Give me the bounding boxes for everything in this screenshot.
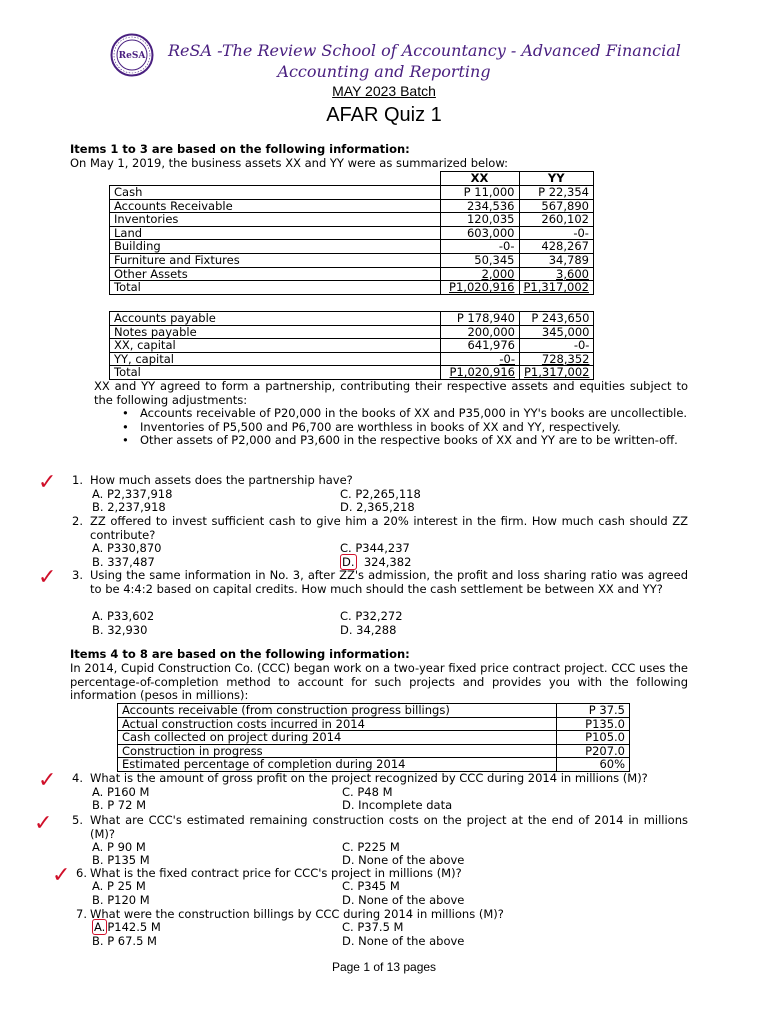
selected-answer-mark: D. <box>342 555 355 569</box>
option-c: C. P344,237 <box>340 541 410 555</box>
section1-heading: Items 1 to 3 are based on the following information: <box>70 142 410 156</box>
table-row <box>110 339 594 353</box>
question-text: What is the amount of gross profit on the project recognized by CCC during 2014 in millions (M)? <box>90 771 648 785</box>
row-label: Other Assets <box>110 267 441 281</box>
question-number: 7. <box>76 907 87 921</box>
option-a: A. P 90 M <box>92 840 146 854</box>
row-label: Accounts payable <box>110 312 441 326</box>
xx-value: 641,976 <box>441 339 520 353</box>
yy-value: 567,890 <box>519 199 593 213</box>
list-item: • Other assets of P2,000 and P3,600 in the respective books of XX and YY are to be written-off. <box>116 434 688 448</box>
liabilities-table-grid <box>109 311 594 380</box>
header-subtitle: Accounting and Reporting <box>277 62 491 81</box>
header-title: ReSA -The Review School of Accountancy - Advanced Financial <box>168 41 681 60</box>
yy-total: P1,317,002 <box>520 366 594 380</box>
xx-value: P 178,940 <box>441 312 520 326</box>
agreement-text: XX and YY agreed to form a partnership, contributing their respective assets and equities subject to the following adjustments: <box>94 379 688 407</box>
row-label: XX, capital <box>110 339 441 353</box>
yy-value: 345,000 <box>520 325 594 339</box>
xx-value: -0- <box>441 352 520 366</box>
table-row <box>118 704 630 718</box>
yy-value: 428,267 <box>519 240 593 254</box>
checkmark-icon: ✓ <box>52 863 71 888</box>
yy-value: P 22,354 <box>519 186 593 200</box>
yy-value: 728,352 <box>520 352 594 366</box>
option-c: C. P32,272 <box>340 609 403 623</box>
option-d: D. 324,382 <box>342 555 412 569</box>
question-number: 3. <box>72 568 83 582</box>
option-a: A. P2,337,918 <box>92 487 173 501</box>
quiz-title: AFAR Quiz 1 <box>326 104 442 126</box>
option-b: B. P120 M <box>92 893 150 907</box>
question-text: What are CCC's estimated remaining construction costs on the project at the end of 2014 in millions (M)? <box>90 813 688 841</box>
option-d: D. 2,365,218 <box>340 500 415 514</box>
question-number: 4. <box>72 771 83 785</box>
xx-value: 2,000 <box>440 267 519 281</box>
table-row <box>110 186 594 200</box>
table-row <box>110 226 594 240</box>
row-label: Total <box>110 281 441 295</box>
list-item: • Inventories of P5,500 and P6,700 are worthless in books of XX and YY, respectively. <box>116 421 688 435</box>
table-row <box>118 717 630 731</box>
option-b: B. 337,487 <box>92 555 155 569</box>
list-item: • Accounts receivable of P20,000 in the books of XX and P35,000 in YY's books are uncollectible. <box>116 407 688 421</box>
row-label: Inventories <box>110 213 441 227</box>
row-label: Estimated percentage of completion during 2014 <box>118 758 557 772</box>
table-row <box>110 267 594 281</box>
question-text: Using the same information in No. 3, after ZZ's admission, the profit and loss sharing ratio was agreed to be 4:4:2 based on capital credits. How much should the cash settlement be between XX and YY? <box>90 568 688 596</box>
table-row <box>110 281 594 295</box>
option-d: D. None of the above <box>342 853 465 867</box>
checkmark-icon: ✓ <box>38 565 57 590</box>
checkmark-icon: ✓ <box>34 811 53 836</box>
question-number: 2. <box>72 514 83 528</box>
yy-value: 260,102 <box>519 213 593 227</box>
assets-table <box>109 171 594 295</box>
yy-value: -0- <box>520 339 594 353</box>
adjustments-list <box>116 407 688 448</box>
row-label: Total <box>110 366 441 380</box>
svg-text:ReSA: ReSA <box>118 51 146 61</box>
xx-value: 50,345 <box>440 253 519 267</box>
construction-table-grid <box>117 703 630 772</box>
option-c: C. P345 M <box>342 879 400 893</box>
row-label: Accounts Receivable <box>110 199 441 213</box>
table-row <box>118 731 630 745</box>
question-text: What were the construction billings by CCC during 2014 in millions (M)? <box>90 907 504 921</box>
option-a: A. P160 M <box>92 785 150 799</box>
row-label: Actual construction costs incurred in 2014 <box>118 717 557 731</box>
option-d: D. 34,288 <box>340 623 397 637</box>
row-label: Land <box>110 226 441 240</box>
option-a: A. P142.5 M <box>94 920 161 934</box>
table-row <box>110 199 594 213</box>
option-b: B. 2,237,918 <box>92 500 166 514</box>
question-text: What is the fixed contract price for CCC's project in millions (M)? <box>90 866 462 880</box>
row-label: Furniture and Fixtures <box>110 253 441 267</box>
option-d: D. None of the above <box>342 893 465 907</box>
section2-heading: Items 4 to 8 are based on the following information: <box>70 647 410 661</box>
table-row <box>110 366 594 380</box>
option-b: B. P135 M <box>92 853 150 867</box>
option-a: A. P330,870 <box>92 541 162 555</box>
assets-table-grid <box>109 171 594 295</box>
table-row <box>110 213 594 227</box>
row-label: Construction in progress <box>118 744 557 758</box>
option-c: C. P2,265,118 <box>340 487 421 501</box>
question-number: 6. <box>76 866 87 880</box>
xx-value: 120,035 <box>440 213 519 227</box>
xx-value: 200,000 <box>441 325 520 339</box>
yy-value: 34,789 <box>519 253 593 267</box>
table-row <box>118 758 630 772</box>
xx-total: P1,020,916 <box>441 366 520 380</box>
table-header-row <box>110 172 594 186</box>
xx-value: P 11,000 <box>440 186 519 200</box>
row-value: P 37.5 <box>557 704 630 718</box>
selected-answer-mark: A. <box>94 920 106 934</box>
yy-value: P 243,650 <box>520 312 594 326</box>
yy-value: 3,600 <box>519 267 593 281</box>
page-footer: Page 1 of 13 pages <box>331 960 437 974</box>
xx-value: 234,536 <box>440 199 519 213</box>
row-value: P135.0 <box>557 717 630 731</box>
row-label: YY, capital <box>110 352 441 366</box>
table-row <box>110 240 594 254</box>
question-text: ZZ offered to invest sufficient cash to give him a 20% interest in the firm. How much cash should ZZ contribute? <box>90 514 688 542</box>
option-c: C. P225 M <box>342 840 400 854</box>
question-number: 5. <box>72 813 83 827</box>
option-b: B. P 72 M <box>92 798 147 812</box>
option-a: A. P33,602 <box>92 609 155 623</box>
liabilities-table <box>109 311 594 380</box>
row-value: P105.0 <box>557 731 630 745</box>
option-c: C. P48 M <box>342 785 393 799</box>
option-a: A. P 25 M <box>92 879 146 893</box>
table-row <box>110 253 594 267</box>
row-value: P207.0 <box>557 744 630 758</box>
section1-intro: On May 1, 2019, the business assets XX and YY were as summarized below: <box>70 156 508 170</box>
yy-total: P1,317,002 <box>519 281 593 295</box>
construction-table <box>117 703 630 772</box>
question-text: How much assets does the partnership have? <box>90 473 353 487</box>
table-row <box>118 744 630 758</box>
checkmark-icon: ✓ <box>38 470 57 495</box>
table-row <box>110 352 594 366</box>
row-label: Cash <box>110 186 441 200</box>
row-label: Cash collected on project during 2014 <box>118 731 557 745</box>
table-row <box>110 325 594 339</box>
option-d: D. Incomplete data <box>342 798 453 812</box>
row-label: Accounts receivable (from construction progress billings) <box>118 704 557 718</box>
section2-intro: In 2014, Cupid Construction Co. (CCC) began work on a two-year fixed price contract project. CCC uses the percentage-of-completion method to account for such projects and provides you with the following information (pesos in millions): <box>70 661 688 703</box>
xx-value: -0- <box>440 240 519 254</box>
table-row <box>110 312 594 326</box>
question-number: 1. <box>72 473 83 487</box>
row-label: Building <box>110 240 441 254</box>
yy-value: -0- <box>519 226 593 240</box>
row-label: Notes payable <box>110 325 441 339</box>
checkmark-icon: ✓ <box>38 768 57 793</box>
xx-total: P1,020,916 <box>440 281 519 295</box>
option-c: C. P37.5 M <box>342 920 404 934</box>
option-d: D. None of the above <box>342 934 465 948</box>
batch-label: MAY 2023 Batch <box>332 83 436 99</box>
row-value: 60% <box>557 758 630 772</box>
option-b: B. 32,930 <box>92 623 148 637</box>
xx-value: 603,000 <box>440 226 519 240</box>
col-yy-header: YY <box>519 172 593 186</box>
col-xx-header: XX <box>440 172 519 186</box>
option-b: B. P 67.5 M <box>92 934 157 948</box>
